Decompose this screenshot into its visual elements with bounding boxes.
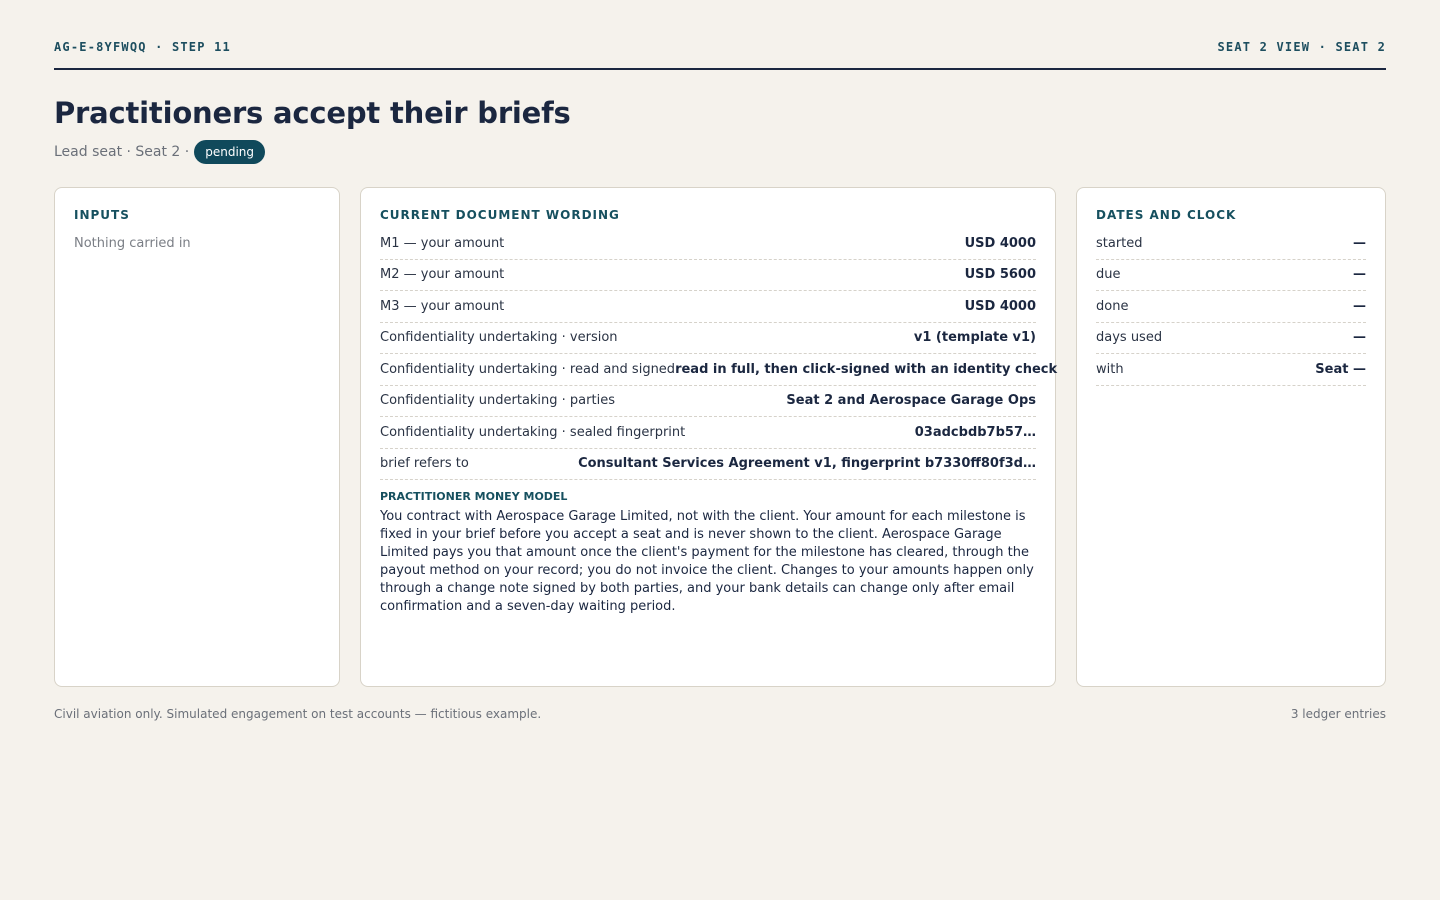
row-value: — <box>1353 235 1366 251</box>
document-row <box>380 291 1036 323</box>
row-value: USD 4000 <box>964 298 1036 314</box>
row-label: Confidentiality undertaking · parties <box>380 393 615 409</box>
row-label: M2 — your amount <box>380 267 505 283</box>
row-label: with <box>1096 361 1124 377</box>
document-row <box>380 323 1036 355</box>
document-rows <box>380 228 1058 480</box>
dates-clock-card <box>1076 187 1386 687</box>
row-value: — <box>1353 267 1366 283</box>
top-bar <box>54 40 1386 70</box>
row-value: Seat — <box>1315 361 1366 377</box>
row-value: USD 4000 <box>964 235 1036 251</box>
dates-row <box>1096 228 1366 260</box>
row-value: USD 5600 <box>964 267 1036 283</box>
row-label: due <box>1096 267 1121 283</box>
status-badge: pending <box>194 140 265 164</box>
row-value: — <box>1353 298 1366 314</box>
footer-disclaimer: Civil aviation only. Simulated engagement on test accounts — fictitious example. <box>54 707 542 721</box>
document-row <box>380 354 1058 386</box>
page-title: Practitioners accept their briefs <box>54 96 571 130</box>
dates-row <box>1096 291 1366 323</box>
inputs-card <box>54 187 340 687</box>
document-row <box>380 449 1036 481</box>
document-row <box>380 417 1036 449</box>
dates-row <box>1096 260 1366 292</box>
money-model-heading: PRACTITIONER MONEY MODEL <box>380 490 568 503</box>
engagement-step-label: AG-E-8YFWQQ · STEP 11 <box>54 40 231 54</box>
row-label: brief refers to <box>380 456 469 472</box>
row-label: done <box>1096 298 1129 314</box>
seat-info: Lead seat · Seat 2 · <box>54 144 190 160</box>
seat-view-label: SEAT 2 VIEW · SEAT 2 <box>1217 40 1386 54</box>
row-value: — <box>1353 330 1366 346</box>
dates-row <box>1096 323 1366 355</box>
page-subtitle <box>54 139 265 165</box>
dates-rows <box>1096 228 1366 386</box>
document-row <box>380 260 1036 292</box>
document-wording-heading: CURRENT DOCUMENT WORDING <box>380 208 620 222</box>
row-label: Confidentiality undertaking · read and signed <box>380 361 676 377</box>
row-label: Confidentiality undertaking · version <box>380 330 618 346</box>
row-value: 03adcbdb7b57… <box>914 424 1036 440</box>
row-label: Confidentiality undertaking · sealed fingerprint <box>380 424 686 440</box>
dates-clock-heading: DATES AND CLOCK <box>1096 208 1237 222</box>
row-label: started <box>1096 235 1143 251</box>
row-value: Consultant Services Agreement v1, fingerprint b7330ff80f3d… <box>578 456 1036 472</box>
inputs-heading: INPUTS <box>74 208 130 222</box>
document-row <box>380 386 1036 418</box>
ledger-count: 3 ledger entries <box>1290 707 1386 721</box>
row-label: M1 — your amount <box>380 235 505 251</box>
row-label: days used <box>1096 330 1163 346</box>
document-row <box>380 228 1036 260</box>
row-label: M3 — your amount <box>380 298 505 314</box>
inputs-empty-text: Nothing carried in <box>74 236 191 251</box>
row-value: read in full, then click-signed with an identity check <box>675 361 1058 377</box>
footer <box>54 707 1386 721</box>
dates-row <box>1096 354 1366 386</box>
row-value: Seat 2 and Aerospace Garage Ops <box>786 393 1036 409</box>
document-wording-card <box>360 187 1056 687</box>
money-model-text: You contract with Aerospace Garage Limited, not with the client. Your amount for each milestone is fixed in your brief before you accept a seat and is never shown to the client. Aerospace Garage Limited pays you that amount once the client's payment for the milestone has cleared, through the payout method on your record; you do not invoice the client. Changes to your amounts happen only through a change note signed by both parties, and your bank details can change only after email confirmation and a seven-day waiting period. <box>380 509 1034 614</box>
row-value: v1 (template v1) <box>913 330 1036 346</box>
